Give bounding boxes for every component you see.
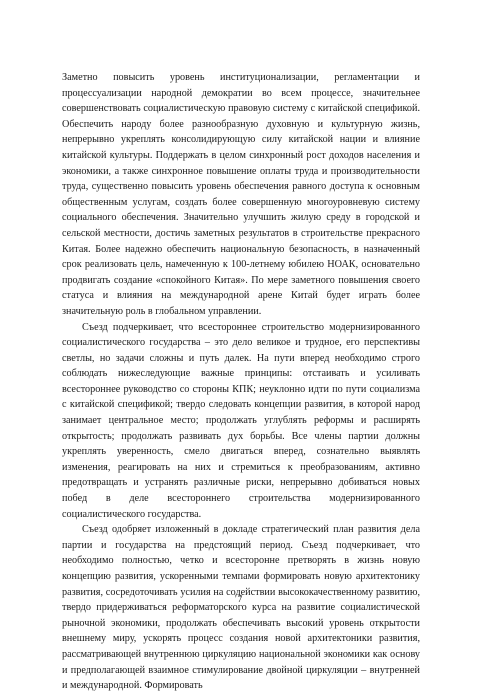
paragraph-2: Съезд подчеркивает, что всестороннее строительство модернизированного социалистического государства – это дело великое и трудное, его перспективы светлы, но задачи сложны и путь далек. На пути вперед необходимо строго соблюдать нижеследующие важные принципы: отстаивать и усиливать всестороннее руководство со стороны КПК; неуклонно идти по пути социализма с китайской спецификой; твердо следовать концепции развития, в которой народ занимает центральное место; продолжать углублять реформы и расширять открытость; продолжать развивать дух борьбы. Все члены партии должны укреплять уверенность, смело двигаться вперед, сознательно выявлять изменения, реагировать на них и стремиться к преобразованиям, активно предотвращать и устранять различные риски, непрерывно добиваться новых побед в деле всестороннего строительства модернизированного социалистического государства.	[62, 321, 420, 520]
page-number: 7	[237, 595, 243, 605]
paragraph-1: Заметно повысить уровень институционализации, регламентации и процессуализации народной демократии во всем процессе, значительнее совершенствовать социалистическую правовую систему с китайской спецификой. Обеспечить народу более разнообразную духовную и культурную жизнь, непрерывно укреплять консолидирующую силу китайской нации и влияние китайской культуры. Поддержать в целом синхронный рост доходов населения и экономики, а также синхронное повышение оплаты труда и производительности труда, существенно повысить уровень обеспечения равного доступа к основным общественным услугам, создать более совершенную многоуровневую систему социального обеспечения. Значительно улучшить жилую среду в городской и сельской местности, достичь заметных результатов в строительстве прекрасного Китая. Более надежно обеспечить национальную безопасность, в назначенный срок реализовать цель, намеченную к 100-летнему юбилею НОАК, основательно продвигать создание «спокойного Китая». По мере заметного повышения своего статуса и влияния на международной арене Китай будет играть более значительную роль в глобальном управлении.	[62, 72, 420, 317]
paragraph-3: Съезд одобряет изложенный в докладе стратегический план развития дела партии и государства на предстоящий период. Съезд подчеркивает, что необходимо полностью, четко и всесторонне претворять в жизнь новую концепцию развития, ускоренными темпами формировать новую архитектонику развития, сосредоточивать усилия на содействии высококачественному развитию, твердо придерживаться реформаторского курса на развитие социалистической рыночной экономики, продолжать обеспечивать высокий уровень открытости внешнему миру, ускорять процесс создания новой архитектоники развития, рассматривающей внутреннюю циркуляцию национальной экономики как основу и предполагающей взаимное стимулирование двойной циркуляции – внутренней и международной. Формировать	[62, 524, 420, 692]
